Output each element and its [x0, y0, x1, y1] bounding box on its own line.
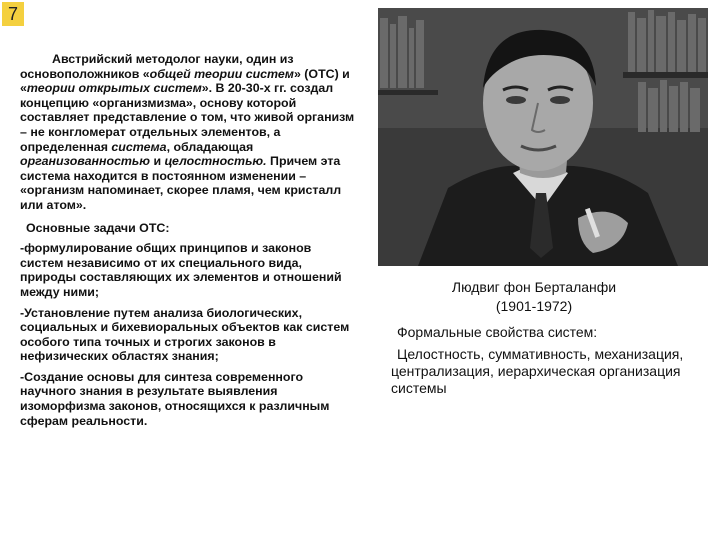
intro-text: , обладающая	[166, 139, 254, 154]
term-open-systems-theory: теории открытых систем	[26, 81, 202, 96]
intro-text: Австрийский методолог науки, один из основоположников «	[20, 52, 294, 81]
term-general-systems-theory: общей теории систем	[149, 66, 294, 81]
term-organization: организованностью	[20, 154, 150, 169]
task-item: -Установление путем анализа биологических, социальных и бихевиоральных объектов как систем особого типа точных и строгих законов в нефизических областях знания;	[20, 305, 350, 364]
task-item: -формулирование общих принципов и законов систем независимо от их специального вида, природы составляющих их элементов и отношений между ними;	[20, 241, 342, 299]
portrait-caption-years: (1901-1972)	[495, 298, 573, 314]
intro-text: ». В 20-30-х гг. создал концепцию «организмизма», основу которой составляет представление о том, что живой организм – не конгломерат отдельных элементов, а определенная	[20, 81, 355, 154]
tasks-heading: Основные задачи ОТС:	[26, 220, 170, 235]
portrait-image	[378, 8, 708, 266]
main-text-column	[20, 52, 356, 428]
intro-text: и	[150, 154, 165, 169]
portrait-photo	[378, 8, 708, 266]
slide-number-badge: 7	[2, 2, 24, 26]
term-system: система	[111, 139, 167, 154]
term-integrity: целостностью.	[164, 154, 267, 169]
system-properties-block	[391, 324, 711, 397]
task-item: -Создание основы для синтеза современного научного знания в результате выявления изоморфизма законов, относящихся к различным сферам реальности.	[20, 369, 330, 428]
portrait-caption-name: Людвиг фон Берталанфи	[451, 279, 617, 295]
properties-text: Целостность, суммативность, механизация, централизация, иерархическая организация системы	[391, 346, 684, 396]
intro-paragraph	[20, 52, 356, 213]
properties-heading: Формальные свойства систем:	[397, 324, 598, 340]
intro-text: Причем эта система находится в постоянном изменении – «организм напоминает, скорее пламя, чем кристалл или атом».	[20, 154, 342, 212]
intro-text: » (ОТС) и «	[20, 66, 350, 96]
